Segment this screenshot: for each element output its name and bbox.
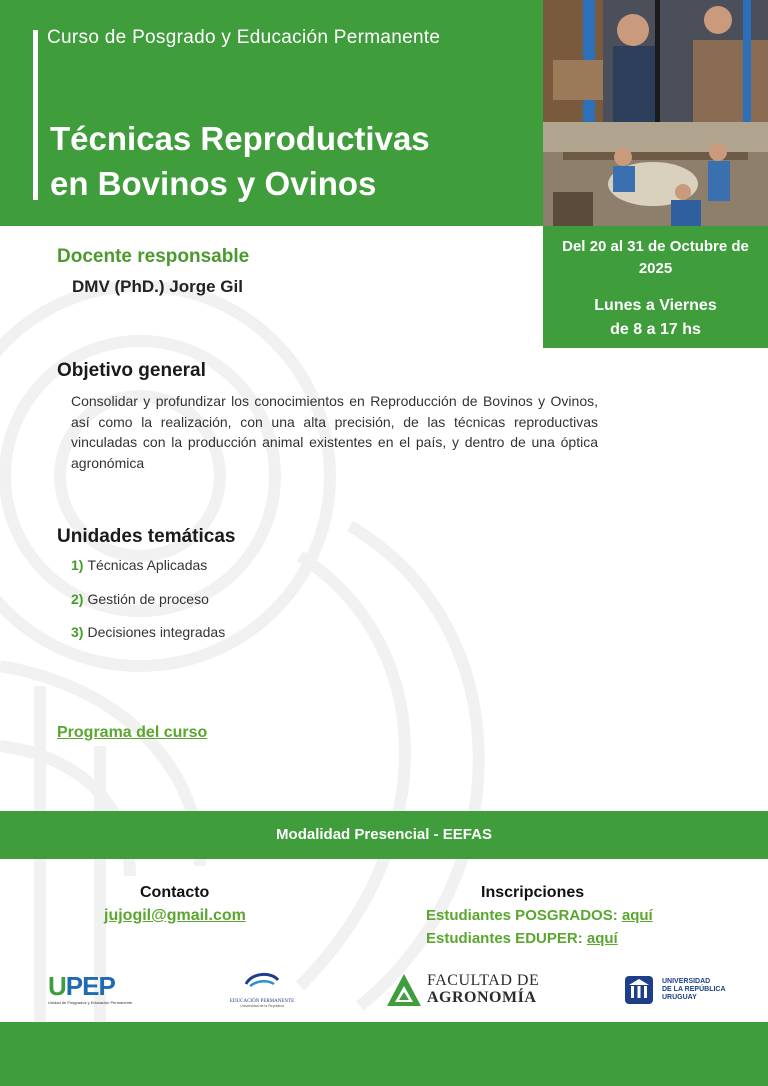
course-schedule xyxy=(543,294,768,342)
unit-label: Técnicas Aplicadas xyxy=(87,557,208,573)
unidades-title: Unidades temáticas xyxy=(57,526,236,547)
header-accent-bar xyxy=(33,30,38,200)
facultad-agronomia-logo xyxy=(387,972,547,1006)
header-banner xyxy=(0,0,543,226)
header-subtitle: Curso de Posgrado y Educación Permanente xyxy=(47,27,441,48)
photo-students-with-sheep xyxy=(543,122,768,226)
course-hours: de 8 a 17 hs xyxy=(610,321,701,338)
udelar-logo xyxy=(624,975,734,1007)
inscripcion-eduper xyxy=(426,930,618,947)
photo-students-with-cattle xyxy=(543,0,768,122)
unit-number: 3) xyxy=(71,624,84,640)
upep-logo-text: UPEP xyxy=(48,971,115,1001)
course-title-line2: en Bovinos y Ovinos xyxy=(50,165,377,202)
unit-number: 2) xyxy=(71,591,84,607)
fagro-line1: FACULTAD DE xyxy=(427,972,540,989)
date-box xyxy=(543,226,768,348)
modalidad-banner: Modalidad Presencial - EEFAS xyxy=(0,811,768,859)
unit-item xyxy=(71,591,209,607)
unit-item xyxy=(71,557,207,573)
inscripcion-posgrados xyxy=(426,907,653,924)
udelar-line3: URUGUAY xyxy=(662,994,697,1001)
educacion-permanente-icon xyxy=(242,970,282,992)
contacto-title: Contacto xyxy=(140,884,210,901)
eduper-label: Estudiantes EDUPER: xyxy=(426,930,583,947)
docente-title: Docente responsable xyxy=(57,246,250,267)
educacion-permanente-logo xyxy=(220,970,304,1014)
posgrados-label: Estudiantes POSGRADOS: xyxy=(426,907,618,924)
ep-logo-subtext: Universidad de la República xyxy=(240,1004,284,1008)
unit-label: Gestión de proceso xyxy=(87,591,209,607)
eduper-aqui-link[interactable]: aquí xyxy=(586,930,618,947)
course-days: Lunes a Viernes xyxy=(594,297,717,314)
upep-logo-subtext: Unidad de Posgrados y Educación Permanente xyxy=(48,1000,133,1005)
unit-number: 1) xyxy=(71,557,84,573)
udelar-line1: UNIVERSIDAD xyxy=(662,978,711,985)
udelar-shield-icon xyxy=(624,975,654,1005)
unit-item xyxy=(71,624,225,640)
udelar-text xyxy=(662,978,726,1002)
inscripciones-title: Inscripciones xyxy=(481,884,585,901)
upep-logo xyxy=(48,972,138,1012)
posgrados-aqui-link[interactable]: aquí xyxy=(621,907,653,924)
ep-logo-text: EDUCACIÓN PERMANENTE xyxy=(229,999,295,1004)
objetivo-text: Consolidar y profundizar los conocimientos en Reproducción de Bovinos y Ovinos, así como la realización, con una alta precisión, de las técnicas reproductivas vinculadas con la producción animal existentes en el país, y dentro de una óptica agronómica xyxy=(71,393,598,471)
docente-name: DMV (PhD.) Jorge Gil xyxy=(72,277,243,296)
course-title-line1: Técnicas Reproductivas xyxy=(50,120,430,157)
footer-pattern xyxy=(0,1022,768,1086)
programa-del-curso-link[interactable]: Programa del curso xyxy=(57,724,208,741)
unit-label: Decisiones integradas xyxy=(87,624,226,640)
udelar-line2: DE LA REPÚBLICA xyxy=(662,986,726,993)
course-title xyxy=(50,116,430,206)
agronomia-triangle-icon xyxy=(387,974,421,1006)
objetivo-title: Objetivo general xyxy=(57,360,206,381)
course-dates: Del 20 al 31 de Octubre de 2025 xyxy=(562,238,749,277)
contact-email-link[interactable]: jujogil@gmail.com xyxy=(104,907,246,924)
fagro-line2: AGRONOMÍA xyxy=(427,989,537,1006)
photo-collage xyxy=(543,0,768,226)
